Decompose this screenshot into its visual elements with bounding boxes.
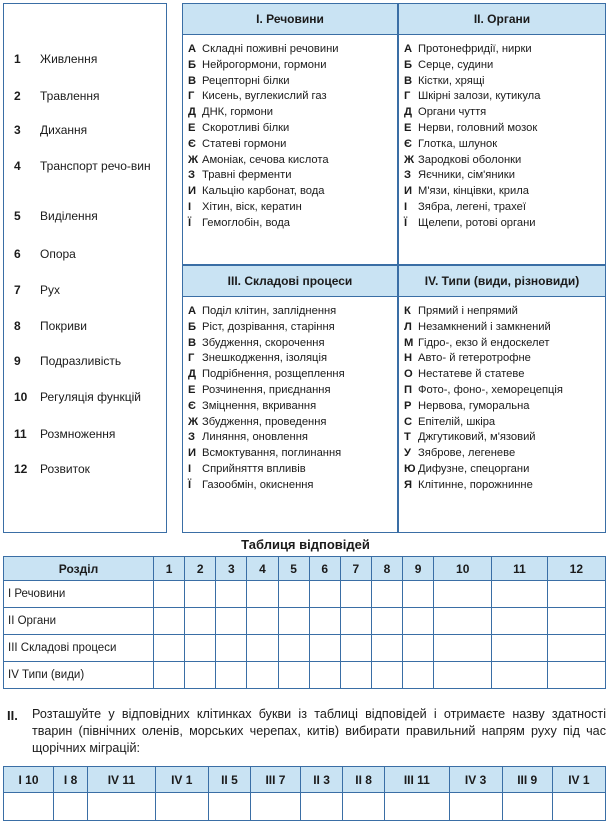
item-letter: Є <box>404 137 412 150</box>
item-text: Линяння, оновлення <box>202 431 308 444</box>
answer-cell[interactable] <box>216 662 247 689</box>
answer-column-header: 7 <box>340 557 371 581</box>
item-letter: Б <box>188 320 197 333</box>
item-text: Подрібнення, розщеплення <box>202 368 345 381</box>
item-letter: Є <box>188 137 196 150</box>
item-text: Шкірні залози, кутикула <box>418 90 541 103</box>
category-item <box>404 336 563 352</box>
code-table <box>3 766 606 821</box>
item-text: Рецепторні білки <box>202 74 290 87</box>
function-item <box>14 89 164 104</box>
answer-column-header: 10 <box>434 557 492 581</box>
category-item <box>404 320 563 336</box>
answer-row-label: III Складові процеси <box>4 635 154 662</box>
item-text: Сприйняття впливів <box>202 462 306 475</box>
item-letter: В <box>404 74 413 87</box>
code-header: IV 1 <box>155 767 208 793</box>
category-item <box>404 415 563 431</box>
category-item <box>188 42 339 58</box>
item-text: Епітелій, шкіра <box>418 415 496 428</box>
category-items <box>404 304 563 494</box>
answer-cell[interactable] <box>340 608 371 635</box>
item-text: Складні поживні речовини <box>202 43 339 55</box>
item-letter: В <box>188 74 197 87</box>
code-answer-cell[interactable] <box>552 793 605 821</box>
item-text: Збудження, проведення <box>202 415 327 428</box>
category-item <box>188 105 339 121</box>
answer-cell[interactable] <box>434 635 492 662</box>
code-answer-cell[interactable] <box>449 793 502 821</box>
category-item <box>188 200 339 216</box>
answer-cell[interactable] <box>434 662 492 689</box>
answer-cell[interactable] <box>154 608 185 635</box>
code-answer-cell[interactable] <box>88 793 156 821</box>
item-letter: Ю <box>404 462 416 475</box>
item-text: Кисень, вуглекислий газ <box>202 90 327 103</box>
answer-cell[interactable] <box>371 608 402 635</box>
answer-row-label: I Речовини <box>4 581 154 608</box>
item-letter: Є <box>188 399 196 412</box>
category-item <box>188 478 345 494</box>
item-text: Розчинення, приєднання <box>202 383 331 396</box>
answer-cell[interactable] <box>185 581 216 608</box>
category-item <box>188 121 339 137</box>
item-text: Нервова, гуморальна <box>418 399 530 412</box>
category-item <box>188 399 345 415</box>
function-item <box>14 283 164 298</box>
table-row <box>4 635 606 662</box>
answer-cell[interactable] <box>371 581 402 608</box>
item-text: Авто- й гетеротрофне <box>418 352 531 365</box>
function-label: Подразливість <box>40 354 122 368</box>
code-header: I 8 <box>54 767 88 793</box>
answer-cell[interactable] <box>247 662 278 689</box>
item-letter: І <box>404 200 408 213</box>
answer-cell[interactable] <box>278 608 309 635</box>
function-label: Живлення <box>40 52 98 66</box>
category-item <box>404 137 540 153</box>
item-letter: А <box>404 43 413 55</box>
item-letter: А <box>188 305 197 317</box>
answer-cell[interactable] <box>403 608 434 635</box>
item-letter: В <box>188 336 197 349</box>
category-panel-3 <box>182 265 398 533</box>
function-item <box>14 354 164 369</box>
answer-cell[interactable] <box>216 635 247 662</box>
category-item <box>404 58 540 74</box>
item-letter: И <box>404 185 413 198</box>
item-letter: И <box>188 185 197 198</box>
code-header: II 3 <box>300 767 342 793</box>
function-number: 10 <box>14 390 28 404</box>
item-letter: Ж <box>188 415 199 428</box>
code-answer-cell[interactable] <box>300 793 342 821</box>
function-item <box>14 247 164 262</box>
answer-cell[interactable] <box>309 581 340 608</box>
item-letter: Г <box>188 90 195 103</box>
answer-cell[interactable] <box>340 581 371 608</box>
item-text: Яєчники, сім'яники <box>418 169 515 182</box>
code-header: IV 11 <box>88 767 156 793</box>
answer-cell[interactable] <box>185 635 216 662</box>
function-number: 3 <box>14 123 21 137</box>
answer-cell[interactable] <box>278 581 309 608</box>
answer-column-header: 3 <box>216 557 247 581</box>
function-label: Покриви <box>40 319 88 333</box>
category-item <box>404 430 563 446</box>
item-letter: Ї <box>404 216 408 229</box>
code-header: I 10 <box>4 767 54 793</box>
category-item <box>188 351 345 367</box>
item-text: Кістки, хрящі <box>418 74 485 87</box>
item-text: Прямий і непрямий <box>418 305 518 317</box>
function-number: 12 <box>14 462 28 476</box>
item-letter: Д <box>188 106 196 119</box>
item-text: М'язи, кінцівки, крила <box>418 185 529 198</box>
function-number: 11 <box>14 427 27 441</box>
item-letter: Ї <box>188 216 192 229</box>
item-text: Серце, судини <box>418 58 494 71</box>
item-letter: І <box>188 200 192 213</box>
category-item <box>188 74 339 90</box>
function-label: Регуляція функцій <box>40 390 141 404</box>
category-item <box>188 336 345 352</box>
function-number: 5 <box>14 209 21 223</box>
item-letter: І <box>188 462 192 475</box>
item-text: Всмоктування, поглинання <box>202 447 342 460</box>
table-row <box>4 608 606 635</box>
item-letter: П <box>404 383 413 396</box>
answer-cell[interactable] <box>371 662 402 689</box>
category-item <box>404 367 563 383</box>
item-text: Газообмін, окиснення <box>202 478 314 491</box>
table-row <box>4 581 606 608</box>
answer-table-title: Таблиця відповідей <box>241 537 370 552</box>
category-item <box>188 58 339 74</box>
item-text: Статеві гормони <box>202 137 287 150</box>
category-item <box>404 462 563 478</box>
category-item <box>404 446 563 462</box>
category-item <box>188 320 345 336</box>
answer-cell[interactable] <box>154 662 185 689</box>
answer-cell[interactable] <box>154 635 185 662</box>
item-letter: Г <box>404 90 411 103</box>
answer-cell[interactable] <box>434 608 492 635</box>
category-item <box>188 446 345 462</box>
item-letter: О <box>404 368 413 381</box>
item-letter: С <box>404 415 413 428</box>
item-text: Збудження, скорочення <box>202 336 325 349</box>
item-text: Нейрогормони, гормони <box>202 58 327 71</box>
code-header: III 9 <box>502 767 552 793</box>
functions-panel <box>3 3 167 533</box>
answer-column-header: 4 <box>247 557 278 581</box>
item-letter: Ж <box>404 153 415 166</box>
category-item <box>188 415 345 431</box>
function-item <box>14 123 164 138</box>
category-item <box>188 304 345 320</box>
category-title: II. Органи <box>399 4 605 35</box>
category-title: IV. Типи (види, різновиди) <box>399 266 605 297</box>
function-number: 8 <box>14 319 21 333</box>
code-answer-cell[interactable] <box>54 793 88 821</box>
item-letter: Л <box>404 320 412 333</box>
code-header: II 5 <box>208 767 250 793</box>
answer-column-header: 9 <box>403 557 434 581</box>
item-text: Знешкодження, ізоляція <box>202 352 327 365</box>
answer-table <box>3 556 606 689</box>
item-letter: Е <box>188 383 196 396</box>
answer-cell[interactable] <box>309 635 340 662</box>
task-text: Розташуйте у відповідних клітинках букви із таблиці відповідей і отримаєте назву здатності тварин (північних оленів, морських черепах, китів) вибирати правильний напрям руху під час щорічних міграцій: <box>32 707 606 755</box>
item-text: Гемоглобін, вода <box>202 216 290 229</box>
answer-cell[interactable] <box>492 662 547 689</box>
answer-cell[interactable] <box>309 662 340 689</box>
answer-cell[interactable] <box>403 662 434 689</box>
category-item <box>188 184 339 200</box>
category-item <box>404 351 563 367</box>
category-item <box>404 168 540 184</box>
item-letter: Б <box>404 58 413 71</box>
function-number: 4 <box>14 159 21 173</box>
category-item <box>404 74 540 90</box>
function-label: Розмноження <box>40 427 116 441</box>
item-text: Зяброве, легеневе <box>418 447 516 460</box>
item-text: Джгутиковий, м'язовий <box>418 431 536 444</box>
function-item <box>14 209 164 224</box>
category-item <box>188 168 339 184</box>
answer-row-label: II Органи <box>4 608 154 635</box>
code-answer-cell[interactable] <box>4 793 54 821</box>
item-letter: З <box>188 431 196 444</box>
item-text: Скоротливі білки <box>202 121 290 134</box>
category-item <box>404 399 563 415</box>
category-item <box>188 153 339 169</box>
item-text: Зародкові оболонки <box>418 153 522 166</box>
answer-cell[interactable] <box>547 608 605 635</box>
category-item <box>188 462 345 478</box>
category-panel-4 <box>398 265 606 533</box>
category-panel-2 <box>398 3 606 265</box>
category-item <box>188 216 339 232</box>
category-item <box>404 304 563 320</box>
item-letter: М <box>404 336 414 349</box>
item-text: Зябра, легені, трахеї <box>418 200 526 213</box>
item-letter: Е <box>404 121 412 134</box>
code-header: IV 3 <box>449 767 502 793</box>
answer-cell[interactable] <box>278 635 309 662</box>
answer-cell[interactable] <box>547 581 605 608</box>
code-header: III 7 <box>250 767 300 793</box>
function-number: 2 <box>14 89 21 103</box>
answer-column-header: 8 <box>371 557 402 581</box>
item-letter: Г <box>188 352 195 365</box>
code-answer-cell[interactable] <box>155 793 208 821</box>
item-text: Незамкнений і замкнений <box>418 320 551 333</box>
answer-column-header: 1 <box>154 557 185 581</box>
answer-cell[interactable] <box>434 581 492 608</box>
function-number: 9 <box>14 354 21 368</box>
item-text: Зміцнення, вкривання <box>202 399 317 412</box>
item-letter: Я <box>404 478 413 491</box>
function-item <box>14 159 164 174</box>
item-letter: К <box>404 305 411 317</box>
answer-cell[interactable] <box>247 608 278 635</box>
item-letter: Ж <box>188 153 199 166</box>
answer-cell[interactable] <box>309 608 340 635</box>
category-item <box>404 478 563 494</box>
item-letter: Т <box>404 431 411 444</box>
answer-cell[interactable] <box>492 608 547 635</box>
function-item <box>14 390 164 405</box>
item-text: Фото-, фоно-, хеморецепція <box>418 383 563 396</box>
item-text: Кальцію карбонат, вода <box>202 185 325 198</box>
function-item <box>14 462 164 477</box>
answer-column-header: 11 <box>492 557 547 581</box>
answer-cell[interactable] <box>185 662 216 689</box>
function-label: Опора <box>40 247 76 261</box>
category-item <box>404 42 540 58</box>
code-answer-cell[interactable] <box>385 793 449 821</box>
function-item <box>14 427 164 442</box>
category-item <box>404 121 540 137</box>
item-text: Клітинне, порожнинне <box>418 478 533 491</box>
code-answer-cell[interactable] <box>343 793 385 821</box>
category-panel-1 <box>182 3 398 265</box>
code-header: III 11 <box>385 767 449 793</box>
answer-cell[interactable] <box>340 635 371 662</box>
item-letter: Б <box>188 58 197 71</box>
item-letter: Д <box>404 106 412 119</box>
answer-column-header: 12 <box>547 557 605 581</box>
answer-column-header: 2 <box>185 557 216 581</box>
category-items <box>404 42 540 232</box>
answer-cell[interactable] <box>403 635 434 662</box>
category-item <box>188 383 345 399</box>
item-letter: Н <box>404 352 413 365</box>
function-label: Виділення <box>40 209 98 223</box>
function-label: Транспорт речо-вин <box>40 159 151 173</box>
item-text: Амоніак, сечова кислота <box>202 153 329 166</box>
category-items <box>188 42 339 232</box>
item-text: Нерви, головний мозок <box>418 121 538 134</box>
item-text: Гідро-, екзо й ендоскелет <box>418 336 550 349</box>
category-title: III. Складові процеси <box>183 266 397 297</box>
answer-header-label: Розділ <box>4 557 154 581</box>
answer-row-label: IV Типи (види) <box>4 662 154 689</box>
answer-cell[interactable] <box>247 635 278 662</box>
item-letter: У <box>404 447 411 460</box>
category-item <box>404 200 540 216</box>
category-items <box>188 304 345 494</box>
code-header: IV 1 <box>552 767 605 793</box>
answer-cell[interactable] <box>547 662 605 689</box>
function-number: 1 <box>14 52 21 66</box>
function-label: Травлення <box>40 89 100 103</box>
answer-cell[interactable] <box>547 635 605 662</box>
item-letter: И <box>188 447 197 460</box>
item-text: Глотка, шлунок <box>418 137 498 150</box>
function-number: 6 <box>14 247 21 261</box>
answer-cell[interactable] <box>278 662 309 689</box>
item-text: Нестатеве й статеве <box>418 368 525 381</box>
item-text: Щелепи, ротові органи <box>418 216 536 229</box>
code-answer-cell[interactable] <box>250 793 300 821</box>
category-item <box>188 89 339 105</box>
category-item <box>404 216 540 232</box>
category-item <box>404 153 540 169</box>
answer-cell[interactable] <box>216 581 247 608</box>
category-title: I. Речовини <box>183 4 397 35</box>
answer-cell[interactable] <box>492 635 547 662</box>
item-text: Ріст, дозрівання, старіння <box>202 320 335 333</box>
function-label: Розвиток <box>40 462 90 476</box>
function-number: 7 <box>14 283 21 297</box>
answer-cell[interactable] <box>185 608 216 635</box>
item-text: Органи чуття <box>418 106 487 119</box>
item-text: Хітин, віск, кератин <box>202 200 302 213</box>
answer-cell[interactable] <box>492 581 547 608</box>
table-row <box>4 662 606 689</box>
function-label: Рух <box>40 283 61 297</box>
code-answer-cell[interactable] <box>502 793 552 821</box>
item-text: ДНК, гормони <box>202 106 274 119</box>
answer-cell[interactable] <box>216 608 247 635</box>
category-item <box>188 367 345 383</box>
category-item <box>188 430 345 446</box>
category-item <box>404 105 540 121</box>
answer-cell[interactable] <box>371 635 402 662</box>
item-letter: Ї <box>188 478 192 491</box>
item-text: Дифузне, спецоргани <box>418 462 530 475</box>
category-item <box>188 137 339 153</box>
answer-column-header: 6 <box>309 557 340 581</box>
answer-cell[interactable] <box>154 581 185 608</box>
item-letter: З <box>188 169 196 182</box>
task-number: II. <box>7 708 18 723</box>
category-item <box>404 89 540 105</box>
category-item <box>404 184 540 200</box>
item-text: Травні ферменти <box>202 169 292 182</box>
item-text: Протонефридії, нирки <box>418 43 532 55</box>
item-letter: Е <box>188 121 196 134</box>
function-item <box>14 319 164 334</box>
code-answer-cell[interactable] <box>208 793 250 821</box>
function-item <box>14 52 164 67</box>
item-text: Поділ клітин, запліднення <box>202 305 337 317</box>
answer-cell[interactable] <box>340 662 371 689</box>
item-letter: Д <box>188 368 196 381</box>
item-letter: А <box>188 43 197 55</box>
answer-cell[interactable] <box>403 581 434 608</box>
code-header: II 8 <box>343 767 385 793</box>
item-letter: Р <box>404 399 412 412</box>
answer-cell[interactable] <box>247 581 278 608</box>
answer-column-header: 5 <box>278 557 309 581</box>
item-letter: З <box>404 169 412 182</box>
function-label: Дихання <box>40 123 88 137</box>
category-item <box>404 383 563 399</box>
